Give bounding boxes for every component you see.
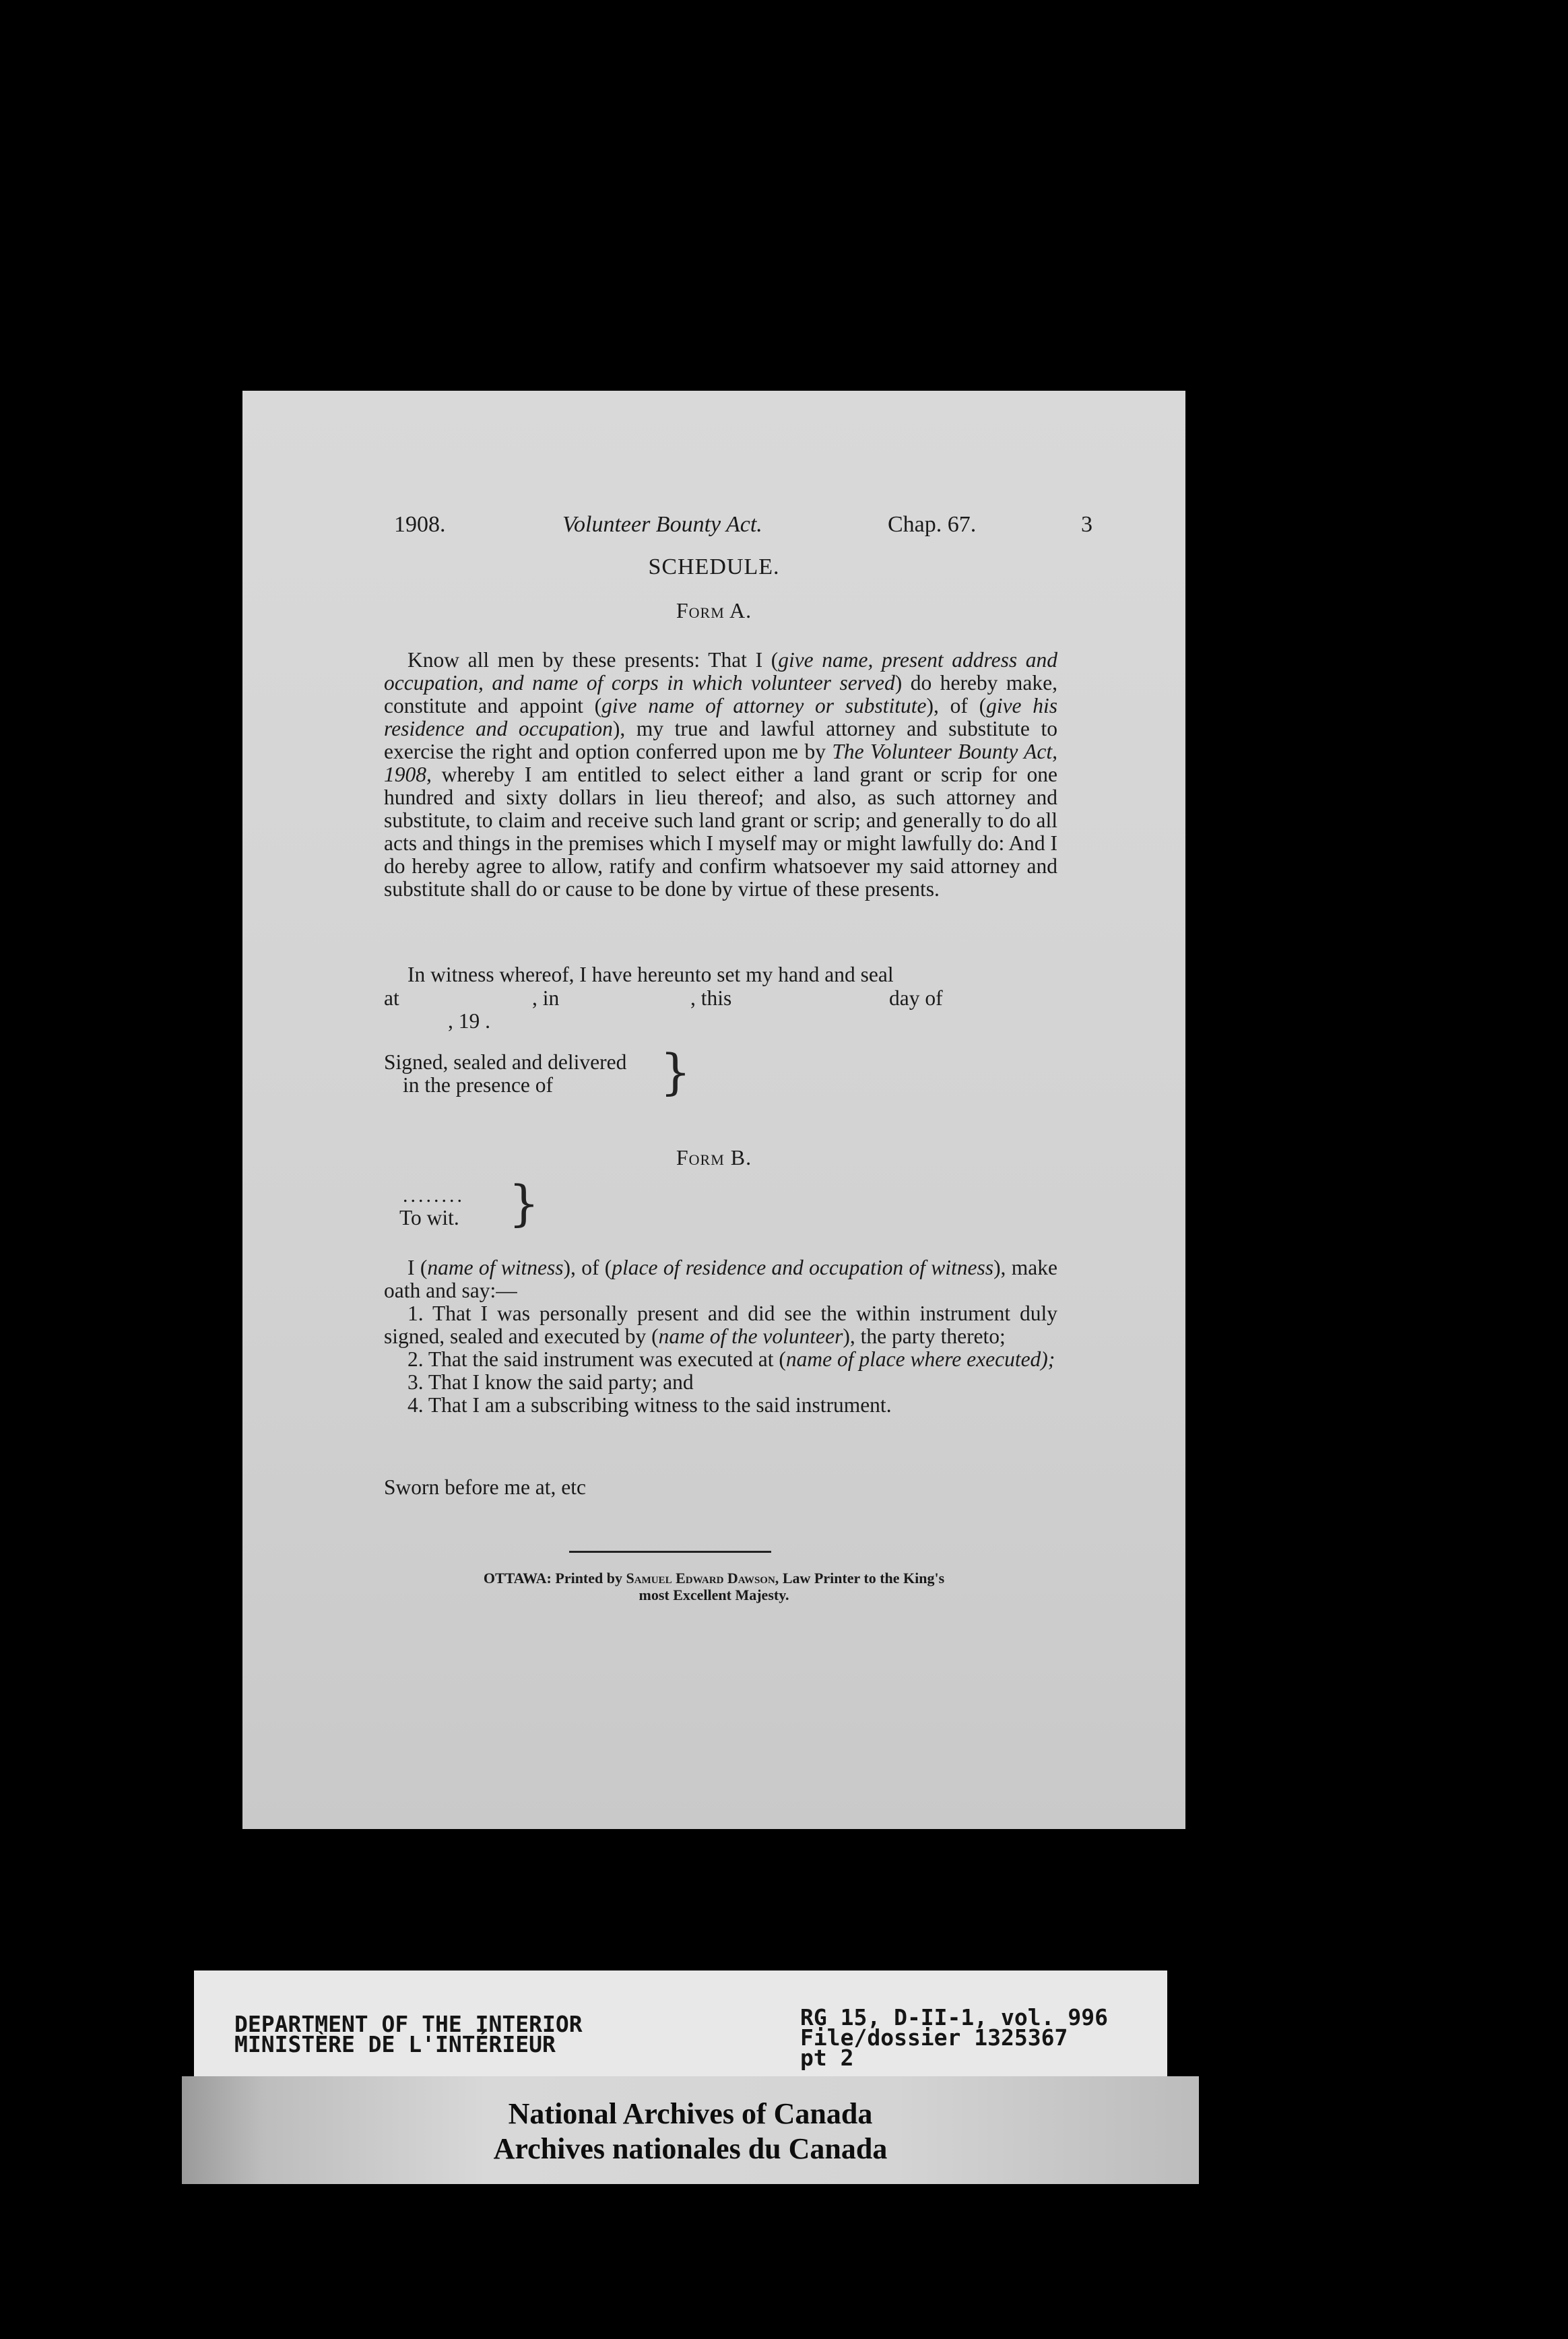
form-a-paragraph: Know all men by these presents: That I (give name, present address and occupation, and name of corps in which volunteer served) do hereby make, constitute and appoint (give name of attorney or substitute), of (give his residence and occupation), my true and lawful attorney and substitute to exercise the right and option conferred upon me by The Volunteer Bounty Act, 1908, whereby I am entitled to select either a land grant or scrip for one hundred and sixty dollars in lieu thereof; and also, as such attorney and substitute, to claim and receive such land grant or scrip; and generally to do all acts and things in the premises which I myself may or might lawfully do: And I do hereby agree to allow, ratify and confirm whatsoever my said attorney and substitute shall do or cause to be done by virtue of these presents. [384,648,1058,901]
form-b-item-1: 1. That I was personally present and did see the within instrument duly signed, sealed and executed by (name of the volunteer), the party thereto; [384,1302,1057,1348]
file-reference: RG 15, D-II-1, vol. 996 File/dossier 1325367 pt 2 [800,2004,1108,2071]
blank-at: at [384,986,399,1010]
archive-reference-label [194,1970,1167,2078]
department-name: DEPARTMENT OF THE INTERIOR MINISTÈRE DE L'INTÉRIEUR [234,2011,583,2057]
sworn-line: Sworn before me at, etc [384,1475,587,1499]
signed-block [384,1051,626,1097]
archive-name-fr: Archives nationales du Canada [493,2132,888,2165]
signed-line-1: Signed, sealed and delivered [384,1050,627,1074]
schedule-title: SCHEDULE. [648,554,780,579]
header-act-title: Volunteer Bounty Act. [562,512,762,537]
form-b-title: Form B. [676,1145,752,1170]
form-b-item-4: 4. That I am a subscribing witness to the said instrument. [407,1393,892,1417]
form-a-title: Form A. [676,598,752,622]
header-page-number: 3 [1081,512,1092,537]
document-page: 1908. Volunteer Bounty Act. Chap. 67. 3 SCHEDULE. Form A. Know all men by these presents: That I (give name, present address and occupation, and name of corps in which volunteer served) do hereby make, constitute and appoint (give name of attorney or substitute), of (give his residence and occupation), my true and lawful attorney and substitute to exercise the right and option conferred upon me by The Volunteer Bounty Act, 1908, whereby I am entitled to select either a land grant or scrip for one hundred and sixty dollars in lieu thereof; and also, as such attorney and substitute, to claim and receive such land grant or scrip; and generally to do all acts and things in the premises which I myself may or might lawfully do: And I do hereby agree to allow, ratify and confirm whatsoever my said attorney and substitute shall do or cause to be done by virtue of these presents. In witness whereof, I have hereunto set my hand and seal at , in , this day of , 19 . Signed, sealed and delivered in the presence of } Form B. ........ To wit. } I (name of witness), of (place of residence and occupation of witness), make oath and say:— 1. That I was personally present and did see the within instrument duly signed, sealed and executed by (name of the volunteer), the party thereto; 2. That the said instrument was executed at (name of place where executed); 3. That I know the said party; and 4. That I am a subscribing witness to the said instrument. Sworn before me at, etc OTTAWA: Printed by Samuel Edward Dawson, Law Printer to the King's most Excellent Majesty. [242,391,1185,1829]
archive-name-en: National Archives of Canada [508,2097,873,2130]
form-b-intro: I (name of witness), of (place of residence and occupation of witness), make oath and say:— [384,1256,1057,1302]
blank-in: , in [532,986,560,1010]
witness-paragraph: In witness whereof, I have hereunto set my hand and seal [407,963,894,986]
form-b-body [384,1256,1057,1417]
archive-name-label [182,2076,1199,2184]
printer-imprint: OTTAWA: Printed by Samuel Edward Dawson, Law Printer to the King's most Excellent Majesty. [483,1570,945,1603]
blank-this: , this [690,986,732,1010]
header-chapter: Chap. 67. [888,512,977,537]
blank-day-of: day of [889,986,943,1010]
divider-rule [569,1551,771,1553]
to-wit-dots: ........ [403,1184,465,1207]
form-b-item-3: 3. That I know the said party; and [407,1370,694,1394]
to-wit-brace: } [509,1175,540,1231]
signed-line-2: in the presence of [403,1073,554,1097]
header-year: 1908. [394,512,446,537]
form-b-item-2: 2. That the said instrument was executed at (name of place where executed); [407,1347,1055,1371]
to-wit: To wit. [399,1206,459,1229]
signed-brace: } [660,1044,691,1100]
